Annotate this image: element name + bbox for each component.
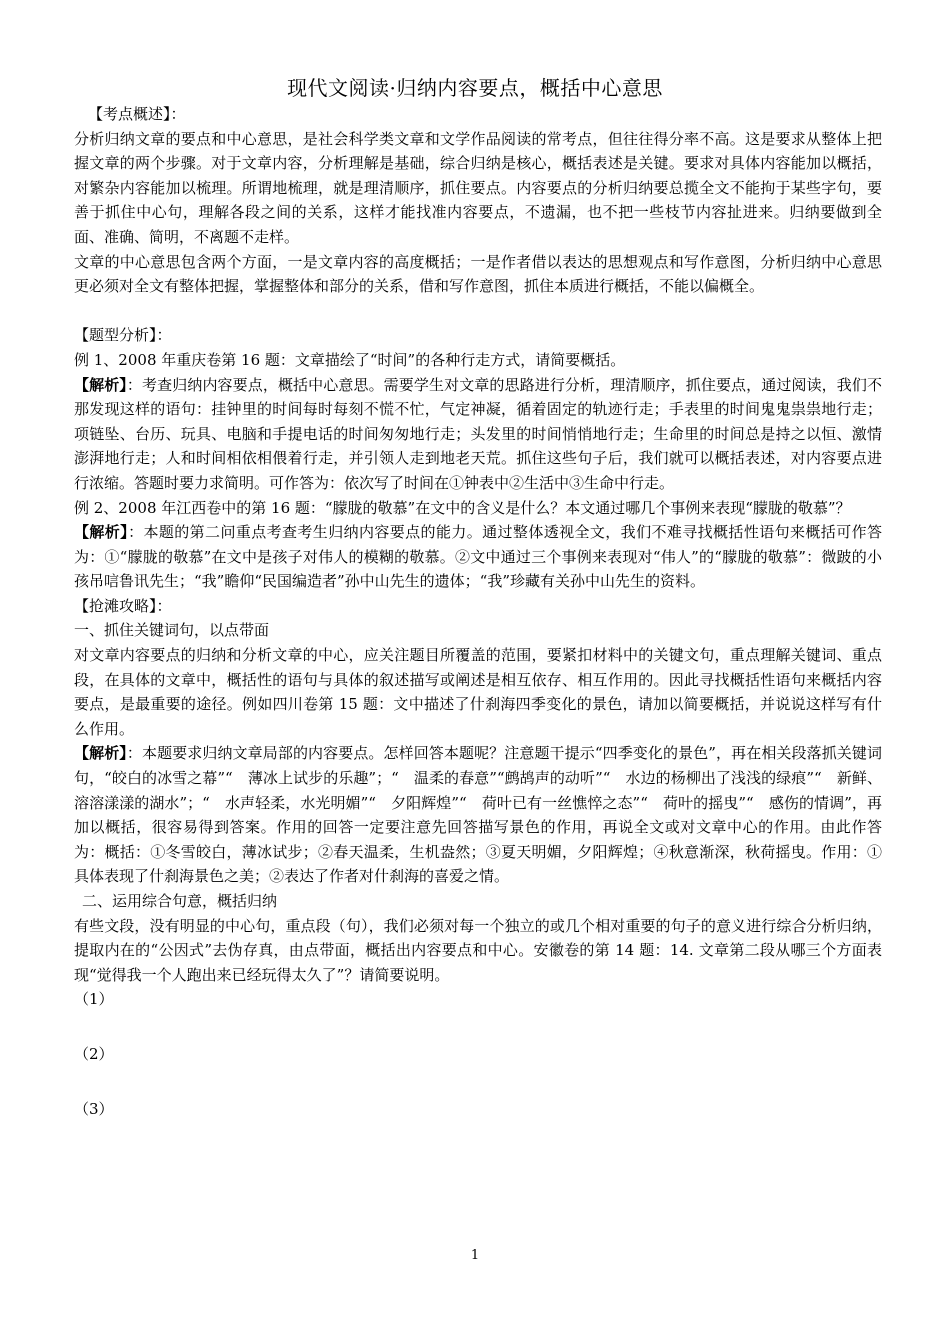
example-1-analysis [74,373,882,496]
example-2: 例 2、2008 年江西卷中的第 16 题：“朦胧的敬慕”在文中的含义是什么？本文通过哪几个事例来表现“朦胧的敬慕”？ [74,498,851,517]
analysis-label: 【解析】 [74,744,127,763]
strategy-1-analysis [74,741,882,889]
analysis-text: ：本题的第二问重点考查考生归纳内容要点的能力。通过整体透视全文，我们不难寻找概括性语句来概括可作答为：①“朦胧的敬慕”在文中是孩子对伟人的模糊的敬慕。②文中通过三个事例来表现对“伟人”的“朦胧的敬慕”：微跛的小孩吊唁鲁讯先生；“我”瞻仰“民国编造者”孙中山先生的遗体；“我”珍藏有关孙中山先生的资料。 [74,523,882,591]
analysis-text: ：本题要求归纳文章局部的内容要点。怎样回答本题呢？注意题干提示“四季变化的景色”，再在相关段落抓关键词句，“皎白的冰雪之幕”“ 薄冰上试步的乐趣”；“ 温柔的春意”“鹧鸪声的动听”“ 水边的杨柳出了浅浅的绿痕”“ 新鲜、溶溶漾漾的湖水”；“ 水声轻柔，水光明媚”“ 夕阳辉煌”“ 荷叶已有一丝憔悴之态”“ 荷叶的摇曳”“ 感伤的情调”，再加以概括，很容易得到答案。作用的回答一定要注意先回答描写景色的作用，再说全文或对文章中心的作用。由此作答为：概括：①冬雪皎白，薄冰试步；②春天温柔，生机盎然；③夏天明媚，夕阳辉煌；④秋意渐深，秋荷摇曳。作用：①具体表现了什刹海景色之美；②表达了作者对什刹海的喜爱之情。 [74,744,882,886]
answer-line-1: （1） [74,990,114,1009]
analysis-header: 【题型分析】： [74,326,172,345]
answer-space [74,1012,882,1042]
strategy-1-paragraph: 对文章内容要点的归纳和分析文章的中心，应关注题目所覆盖的范围，要紧扣材料中的关键文句，重点理解关键词、重点段，在具体的文章中，概括性的语句与具体的叙述描写或阐述是相互依存、相互作用的。因此寻找概括性语句来概括内容要点，是最重要的途径。例如四川卷第 15 题：文中描述了什刹海四季变化的景色，请加以简要概括，并说说这样写有什么作用。 [74,646,882,738]
document-title: 现代文阅读·归纳内容要点，概括中心意思 [287,76,663,100]
strategy-2-paragraph: 有些文段，没有明显的中心句，重点段（句），我们必须对每一个独立的或几个相对重要的句子的意义进行综合分析归纳，提取内在的“公因式”去伪存真，由点带面，概括出内容要点和中心。安徽卷的第 14 题：14. 文章第二段从哪三个方面表现“觉得我一个人跑出来已经玩得太久了”？请简要说明。 [74,916,882,984]
analysis-label: 【解析】 [74,523,129,542]
document-body [74,102,882,1121]
strategy-2-title: 二、运用综合句意，概括归纳 [82,892,278,910]
spacer [74,299,882,324]
strategy-1-title: 一、抓住关键词句，以点带面 [74,621,270,640]
overview-paragraph-1: 分析归纳文章的要点和中心意思，是社会科学类文章和文学作品阅读的常考点，但往往得分率不高。这是要求从整体上把握文章的两个步骤。对于文章内容，分析理解是基础，综合归纳是核心，概括表述是关键。要求对具体内容能加以概括，对繁杂内容能加以梳理。所谓地梳理，就是理清顺序，抓住要点。内容要点的分析归纳要总揽全文不能拘于某些字句，要善于抓住中心句，理解各段之间的关系，这样才能找准内容要点，不遗漏，也不把一些枝节内容扯进来。归纳要做到全面、准确、简明，不离题不走样。 [74,129,882,246]
answer-line-3: （3） [74,1099,114,1118]
example-2-analysis [74,520,882,594]
page-number: 1 [470,1248,480,1263]
overview-header: 【考点概述】： [88,105,186,123]
analysis-label: 【解析】 [74,375,127,394]
answer-space [74,1067,882,1097]
analysis-text: ：考查归纳内容要点，概括中心意思。需要学生对文章的思路进行分析，理清顺序，抓住要点，通过阅读，我们不那发现这样的语句：挂钟里的时间每时每刻不慌不忙，气定神凝，循着固定的轨迹行走；手表里的时间鬼鬼祟祟地行走；项链坠、台历、玩具、电脑和手提电话的时间匆匆地行走；头发里的时间悄悄地行走；生命里的时间总是持之以恒、激情澎湃地行走；人和时间相依相偎着行走，并引领人走到地老天荒。抓住这些句子后，我们就可以概括表述，对内容要点进行浓缩。答题时要力求简明。可作答为：依次写了时间在①钟表中②生活中③生命中行走。 [74,375,882,492]
strategy-header: 【抢滩攻略】： [74,596,172,615]
overview-paragraph-2: 文章的中心意思包含两个方面，一是文章内容的高度概括；一是作者借以表达的思想观点和写作意图，分析归纳中心意思更必须对全文有整体把握，掌握整体和部分的关系，借和写作意图，抓住本质进行概括，不能以偏概全。 [74,252,882,296]
example-1: 例 1、2008 年重庆卷第 16 题：文章描绘了“时间”的各种行走方式，请简要概括。 [74,350,626,369]
answer-line-2: （2） [74,1044,114,1063]
